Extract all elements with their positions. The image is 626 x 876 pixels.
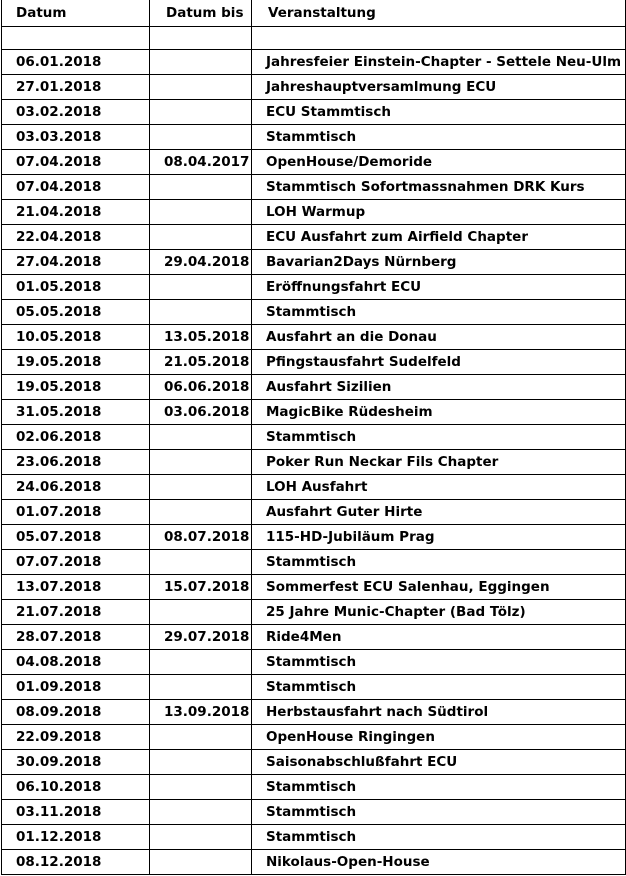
table-row <box>2 375 626 400</box>
cell-datum: 23.06.2018 <box>2 450 150 475</box>
cell-datum-bis <box>150 475 252 500</box>
header-datum: Datum <box>2 0 150 27</box>
cell-datum-bis <box>150 675 252 700</box>
cell-veranstaltung: OpenHouse Ringingen <box>252 725 626 750</box>
cell-datum-bis: 13.09.2018 <box>150 700 252 725</box>
cell-datum: 13.07.2018 <box>2 575 150 600</box>
cell-datum: 31.05.2018 <box>2 400 150 425</box>
cell-veranstaltung: Ausfahrt Sizilien <box>252 375 626 400</box>
cell-datum <box>2 27 150 50</box>
cell-datum: 08.12.2018 <box>2 850 150 875</box>
cell-datum: 01.07.2018 <box>2 500 150 525</box>
cell-datum-bis <box>150 425 252 450</box>
table-row <box>2 400 626 425</box>
cell-veranstaltung: Stammtisch <box>252 800 626 825</box>
cell-veranstaltung: Ausfahrt Guter Hirte <box>252 500 626 525</box>
cell-datum: 03.03.2018 <box>2 125 150 150</box>
table-row <box>2 850 626 875</box>
cell-datum-bis <box>150 125 252 150</box>
cell-datum-bis <box>150 750 252 775</box>
cell-datum-bis <box>150 225 252 250</box>
table-row <box>2 250 626 275</box>
cell-datum-bis <box>150 100 252 125</box>
cell-datum: 27.04.2018 <box>2 250 150 275</box>
table-row <box>2 300 626 325</box>
cell-veranstaltung: Stammtisch <box>252 675 626 700</box>
cell-veranstaltung: ECU Stammtisch <box>252 100 626 125</box>
table-row <box>2 700 626 725</box>
cell-datum-bis <box>150 50 252 75</box>
cell-veranstaltung: 115-HD-Jubiläum Prag <box>252 525 626 550</box>
cell-datum-bis <box>150 27 252 50</box>
cell-datum-bis <box>150 500 252 525</box>
table-row <box>2 500 626 525</box>
cell-veranstaltung: Ride4Men <box>252 625 626 650</box>
cell-veranstaltung: Eröffnungsfahrt ECU <box>252 275 626 300</box>
table-row <box>2 325 626 350</box>
table-row <box>2 27 626 50</box>
cell-veranstaltung: Nikolaus-Open-House <box>252 850 626 875</box>
table-row <box>2 50 626 75</box>
cell-datum-bis <box>150 550 252 575</box>
cell-datum-bis: 06.06.2018 <box>150 375 252 400</box>
cell-datum: 05.07.2018 <box>2 525 150 550</box>
cell-datum-bis <box>150 725 252 750</box>
cell-datum: 08.09.2018 <box>2 700 150 725</box>
cell-datum: 10.05.2018 <box>2 325 150 350</box>
table-row <box>2 175 626 200</box>
table-row <box>2 800 626 825</box>
cell-datum-bis <box>150 850 252 875</box>
cell-datum-bis <box>150 75 252 100</box>
cell-datum-bis <box>150 775 252 800</box>
cell-datum: 21.07.2018 <box>2 600 150 625</box>
cell-datum: 02.06.2018 <box>2 425 150 450</box>
cell-veranstaltung: Jahreshauptversamlmung ECU <box>252 75 626 100</box>
cell-datum: 06.10.2018 <box>2 775 150 800</box>
header-datum-bis: Datum bis <box>150 0 252 27</box>
cell-veranstaltung: MagicBike Rüdesheim <box>252 400 626 425</box>
cell-datum: 04.08.2018 <box>2 650 150 675</box>
cell-datum: 27.01.2018 <box>2 75 150 100</box>
cell-datum-bis <box>150 800 252 825</box>
cell-datum: 05.05.2018 <box>2 300 150 325</box>
cell-veranstaltung: Herbstausfahrt nach Südtirol <box>252 700 626 725</box>
cell-datum: 24.06.2018 <box>2 475 150 500</box>
cell-datum: 07.07.2018 <box>2 550 150 575</box>
cell-datum: 22.04.2018 <box>2 225 150 250</box>
table-row <box>2 275 626 300</box>
table-row <box>2 425 626 450</box>
table-row <box>2 600 626 625</box>
table-row <box>2 525 626 550</box>
table-row <box>2 475 626 500</box>
cell-datum: 01.09.2018 <box>2 675 150 700</box>
cell-veranstaltung: Stammtisch <box>252 825 626 850</box>
cell-datum-bis: 03.06.2018 <box>150 400 252 425</box>
table-row <box>2 100 626 125</box>
table-row <box>2 775 626 800</box>
cell-datum-bis <box>150 450 252 475</box>
cell-datum-bis: 08.07.2018 <box>150 525 252 550</box>
table-row <box>2 750 626 775</box>
table-row <box>2 725 626 750</box>
cell-datum-bis <box>150 175 252 200</box>
header-veranstaltung: Veranstaltung <box>252 0 626 27</box>
cell-datum: 19.05.2018 <box>2 375 150 400</box>
table-row <box>2 625 626 650</box>
table-row <box>2 550 626 575</box>
events-table <box>1 0 626 875</box>
cell-datum: 01.12.2018 <box>2 825 150 850</box>
cell-veranstaltung: Jahresfeier Einstein-Chapter - Settele Neu-Ulm <box>252 50 626 75</box>
cell-datum-bis: 08.04.2017 <box>150 150 252 175</box>
header-row <box>2 0 626 27</box>
cell-datum-bis <box>150 650 252 675</box>
table-row <box>2 125 626 150</box>
cell-datum: 01.05.2018 <box>2 275 150 300</box>
cell-datum: 07.04.2018 <box>2 175 150 200</box>
cell-veranstaltung: Ausfahrt an die Donau <box>252 325 626 350</box>
table-body <box>2 27 626 875</box>
cell-veranstaltung: Stammtisch <box>252 650 626 675</box>
cell-veranstaltung: Sommerfest ECU Salenhau, Eggingen <box>252 575 626 600</box>
cell-veranstaltung: Stammtisch <box>252 550 626 575</box>
cell-veranstaltung: Stammtisch Sofortmassnahmen DRK Kurs <box>252 175 626 200</box>
cell-datum-bis <box>150 200 252 225</box>
cell-datum: 30.09.2018 <box>2 750 150 775</box>
cell-datum-bis: 29.04.2018 <box>150 250 252 275</box>
cell-veranstaltung: LOH Warmup <box>252 200 626 225</box>
cell-veranstaltung: Stammtisch <box>252 425 626 450</box>
cell-datum: 22.09.2018 <box>2 725 150 750</box>
table-row <box>2 575 626 600</box>
cell-veranstaltung: LOH Ausfahrt <box>252 475 626 500</box>
table-row <box>2 150 626 175</box>
cell-datum-bis <box>150 300 252 325</box>
cell-datum-bis <box>150 825 252 850</box>
cell-datum: 03.02.2018 <box>2 100 150 125</box>
cell-datum-bis <box>150 600 252 625</box>
cell-veranstaltung: OpenHouse/Demoride <box>252 150 626 175</box>
cell-datum: 21.04.2018 <box>2 200 150 225</box>
cell-datum-bis: 15.07.2018 <box>150 575 252 600</box>
cell-datum-bis: 29.07.2018 <box>150 625 252 650</box>
cell-veranstaltung: Pfingstausfahrt Sudelfeld <box>252 350 626 375</box>
cell-datum-bis: 21.05.2018 <box>150 350 252 375</box>
cell-datum: 07.04.2018 <box>2 150 150 175</box>
cell-datum-bis: 13.05.2018 <box>150 325 252 350</box>
cell-veranstaltung: ECU Ausfahrt zum Airfield Chapter <box>252 225 626 250</box>
cell-veranstaltung <box>252 27 626 50</box>
table-row <box>2 650 626 675</box>
cell-veranstaltung: Stammtisch <box>252 125 626 150</box>
cell-veranstaltung: Stammtisch <box>252 775 626 800</box>
cell-datum: 06.01.2018 <box>2 50 150 75</box>
cell-veranstaltung: Poker Run Neckar Fils Chapter <box>252 450 626 475</box>
cell-veranstaltung: Stammtisch <box>252 300 626 325</box>
table-row <box>2 200 626 225</box>
cell-datum: 28.07.2018 <box>2 625 150 650</box>
cell-veranstaltung: Saisonabschlußfahrt ECU <box>252 750 626 775</box>
table-row <box>2 450 626 475</box>
table-row <box>2 350 626 375</box>
cell-datum: 19.05.2018 <box>2 350 150 375</box>
cell-datum: 03.11.2018 <box>2 800 150 825</box>
table-row <box>2 225 626 250</box>
table-row <box>2 825 626 850</box>
cell-veranstaltung: 25 Jahre Munic-Chapter (Bad Tölz) <box>252 600 626 625</box>
cell-veranstaltung: Bavarian2Days Nürnberg <box>252 250 626 275</box>
cell-datum-bis <box>150 275 252 300</box>
table-row <box>2 675 626 700</box>
table-row <box>2 75 626 100</box>
